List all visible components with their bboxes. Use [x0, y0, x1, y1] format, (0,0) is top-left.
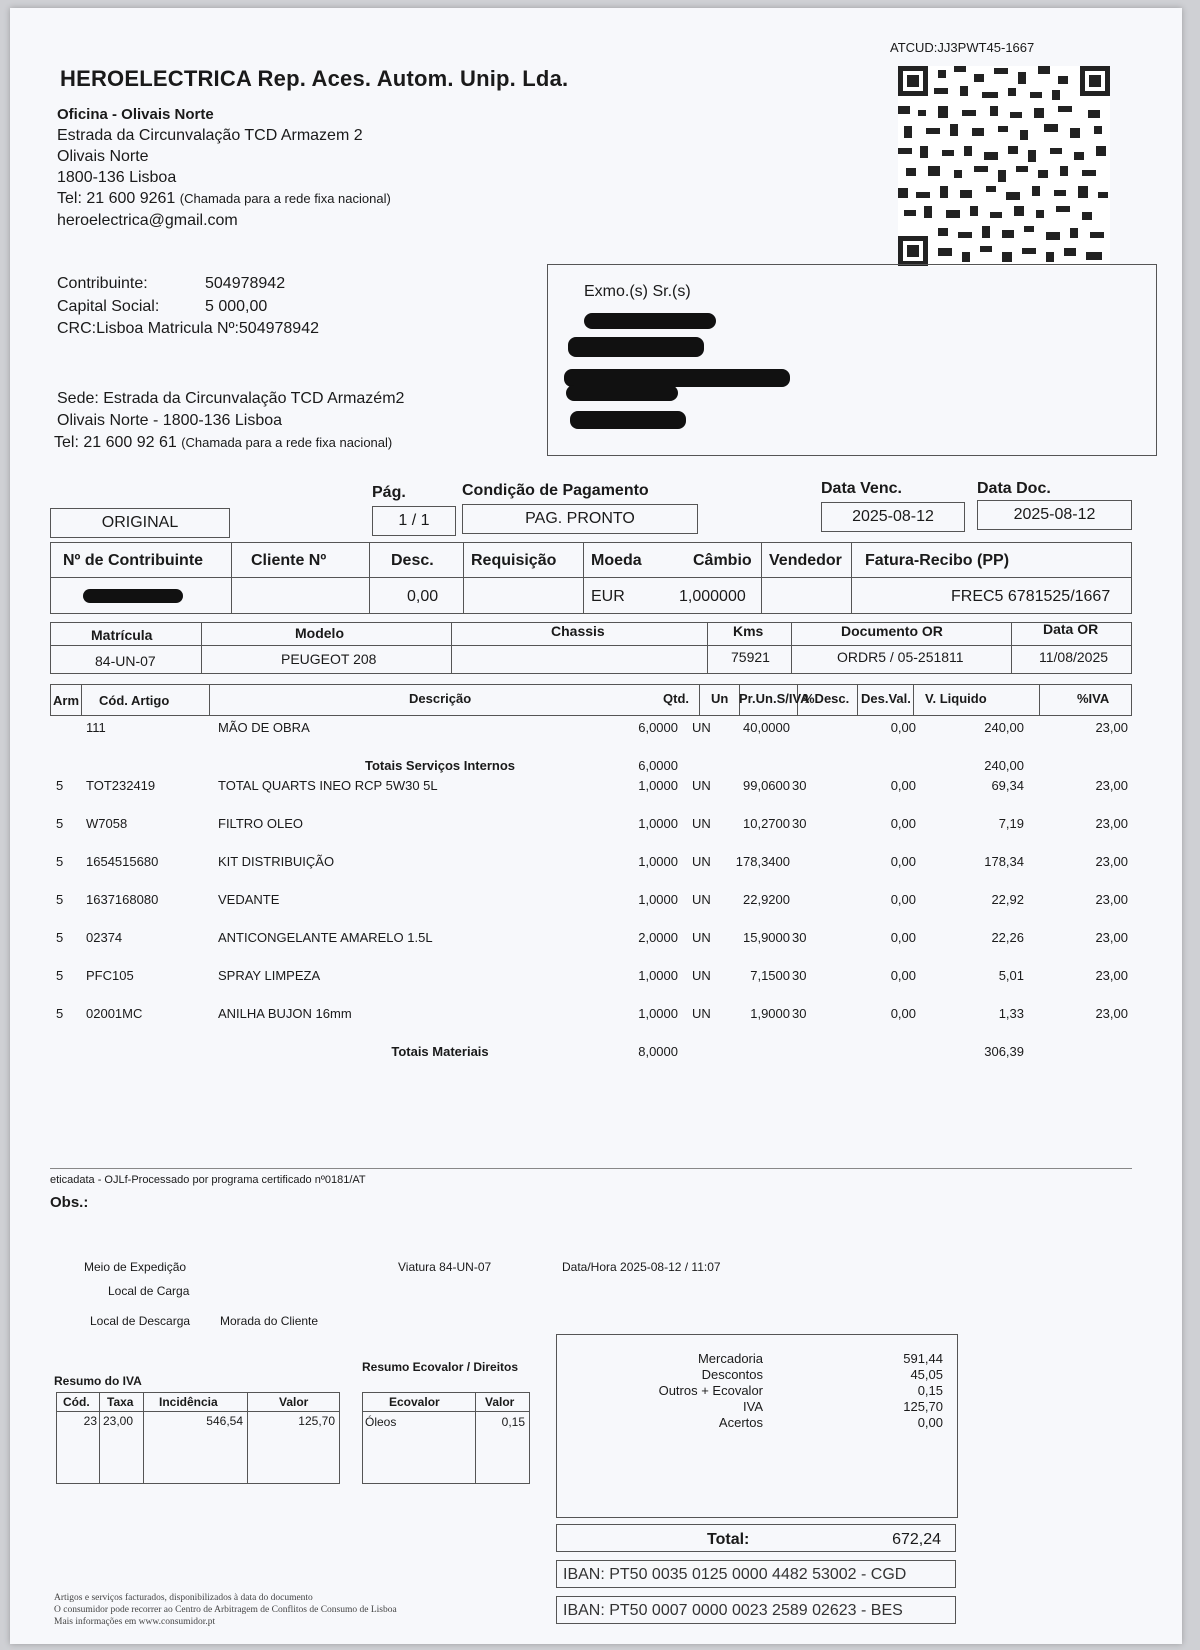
iva-incid: 546,54	[206, 1414, 243, 1428]
local-descarga-label: Local de Descarga	[90, 1314, 191, 1328]
h-modelo: Modelo	[295, 625, 344, 641]
mercadoria-value: 591,44	[903, 1351, 943, 1366]
pag-label: Pág.	[372, 484, 406, 501]
line-cod-cell: 02001MC	[86, 1006, 143, 1021]
line-vliq-cell: 1,33	[998, 1006, 1024, 1021]
local-descarga-value: Morada do Cliente	[220, 1314, 319, 1328]
sede-phone	[54, 432, 392, 453]
h-qtd: Qtd.	[663, 691, 689, 706]
line-un-cell: UN	[692, 854, 711, 869]
line-iva-cell: 23,00	[1095, 854, 1128, 869]
line-un-cell: UN	[692, 720, 711, 735]
h-chassis: Chassis	[551, 623, 605, 639]
line-desval-cell: 0,00	[890, 854, 916, 869]
datadoc-label: Data Doc.	[977, 480, 1051, 497]
line-iva-cell: 23,00	[1095, 968, 1128, 983]
h-dataor: Data OR	[1043, 621, 1099, 637]
line-pdesc-cell: 30	[792, 968, 807, 983]
line-un-cell: UN	[692, 930, 711, 945]
company-address-3: 1800-136 Lisboa	[57, 169, 177, 186]
iva-taxa: 23,00	[103, 1414, 134, 1428]
line-arm-cell: 5	[56, 816, 64, 831]
vehicle-kms: 75921	[731, 649, 770, 665]
line-vliq-cell: 5,01	[998, 968, 1024, 983]
h-kms: Kms	[733, 623, 764, 639]
line-desval-cell: 0,00	[890, 720, 916, 735]
company-address-2: Olivais Norte	[57, 148, 149, 165]
datahora-label: Data/Hora	[562, 1260, 617, 1274]
line-un-cell: UN	[692, 968, 711, 983]
original-box: ORIGINAL	[50, 508, 230, 538]
iva-h-cod: Cód.	[63, 1395, 90, 1409]
redacted-name	[584, 313, 716, 329]
line-vliq-cell: 22,26	[991, 930, 1024, 945]
line-vliq-cell: 7,19	[998, 816, 1024, 831]
ecovalor-table	[362, 1392, 530, 1484]
redacted-line-3	[566, 385, 678, 401]
line-cod-cell: 02374	[86, 930, 123, 945]
mercadoria-label: Mercadoria	[697, 1351, 763, 1366]
venc-label: Data Venc.	[821, 480, 902, 497]
line-pdesc-cell: 30	[792, 778, 807, 793]
recipient-label: Exmo.(s) Sr.(s)	[584, 283, 691, 300]
h-matricula: Matrícula	[91, 627, 153, 643]
line-pr-cell: 40,0000	[743, 720, 790, 735]
qr-code	[898, 66, 1110, 266]
eco-name: Óleos	[365, 1415, 397, 1429]
eco-h-eco: Ecovalor	[389, 1395, 440, 1409]
capital-value: 5 000,00	[205, 298, 268, 315]
line-pr-cell: 99,0600	[743, 778, 790, 793]
qr-code-icon	[898, 66, 1110, 266]
h-fatura: Fatura-Recibo (PP)	[865, 552, 1010, 569]
viatura	[398, 1260, 491, 1274]
line-iva-cell: 23,00	[1095, 816, 1128, 831]
legal-notice	[54, 1592, 397, 1628]
line-pr-cell: 10,2700	[743, 816, 790, 831]
line-arm-cell: 5	[56, 968, 64, 983]
company-email: heroelectrica@gmail.com	[57, 212, 238, 229]
line-desval-cell: 0,00	[890, 816, 916, 831]
line-desc-cell: KIT DISTRIBUIÇÃO	[218, 854, 335, 869]
sede-phone-number: Tel: 21 600 92 61	[54, 434, 177, 451]
line-qtd-cell: 6,0000	[638, 720, 678, 735]
sede-phone-note: (Chamada para a rede fixa nacional)	[181, 435, 393, 450]
line-vliq-cell: 69,34	[991, 778, 1024, 793]
h-contrib: Nº de Contribuinte	[63, 552, 204, 569]
datahora-value: 2025-08-12 / 11:07	[620, 1260, 721, 1274]
company-name: HEROELECTRICA Rep. Aces. Autom. Unip. Lda.	[60, 66, 569, 91]
recipient-box	[547, 264, 1157, 456]
line-qtd-cell: 2,0000	[638, 930, 678, 945]
descontos-label: Descontos	[701, 1367, 763, 1382]
vehicle-modelo: PEUGEOT 208	[281, 651, 377, 667]
line-un-cell: UN	[692, 1006, 711, 1021]
line-pr-cell: 1,9000	[750, 1006, 790, 1021]
line-pdesc-cell: 30	[792, 930, 807, 945]
iva-summary-table	[56, 1392, 340, 1484]
line-qtd-cell: 1,0000	[638, 854, 678, 869]
total-value: 672,24	[892, 1531, 941, 1548]
iva-cod: 23	[83, 1414, 97, 1428]
viatura-value: 84-UN-07	[439, 1260, 492, 1274]
line-cod-cell: 1654515680	[86, 854, 159, 869]
line-vliq-cell: 240,00	[984, 758, 1024, 773]
h-pr: Pr.Un.S/IVA	[739, 691, 810, 706]
line-arm-cell: 5	[56, 930, 64, 945]
client-desc: 0,00	[407, 588, 439, 605]
line-pdesc-cell: 30	[792, 1006, 807, 1021]
line-arm-cell: 5	[56, 778, 64, 793]
company-phone-note: (Chamada para a rede fixa nacional)	[179, 191, 391, 206]
line-qtd-cell: 1,0000	[638, 968, 678, 983]
cert-text: eticadata - OJLf-Processado por programa certificado nº0181/AT	[50, 1174, 366, 1186]
total-label: Total:	[707, 1531, 750, 1548]
legal-line-3: Mais informações em www.consumidor.pt	[54, 1617, 216, 1627]
line-desc-cell: VEDANTE	[218, 892, 280, 907]
sede-address-2: Olivais Norte - 1800-136 Lisboa	[57, 412, 283, 429]
line-vliq-cell: 240,00	[984, 720, 1024, 735]
h-cliente: Cliente Nº	[251, 552, 327, 569]
line-desval-cell: 0,00	[890, 778, 916, 793]
line-iva-cell: 23,00	[1095, 778, 1128, 793]
line-arm-cell: 5	[56, 1006, 64, 1021]
redacted-line-1	[568, 337, 704, 357]
h-vliq: V. Liquido	[925, 691, 987, 706]
line-iva-cell: 23,00	[1095, 930, 1128, 945]
contrib-label: Contribuinte:	[57, 275, 148, 292]
line-un-cell: UN	[692, 892, 711, 907]
line-iva-cell: 23,00	[1095, 892, 1128, 907]
line-desval-cell: 0,00	[890, 1006, 916, 1021]
line-arm-cell: 5	[56, 854, 64, 869]
line-desval-cell: 0,00	[890, 968, 916, 983]
venc-value: 2025-08-12	[821, 502, 965, 532]
company-phone-number: Tel: 21 600 9261	[57, 190, 176, 207]
line-desc-cell: FILTRO OLEO	[218, 816, 303, 831]
contrib-value: 504978942	[205, 275, 286, 292]
h-vendedor: Vendedor	[769, 552, 842, 569]
line-cod-cell: TOT232419	[86, 778, 156, 793]
h-cod: Cód. Artigo	[99, 693, 170, 708]
client-table	[50, 542, 1132, 614]
legal-line-2: O consumidor pode recorrer ao Centro de Arbitragem de Conflitos de Consumo de Lisboa	[54, 1605, 397, 1615]
line-vliq-cell: 306,39	[984, 1044, 1024, 1059]
line-qtd-cell: 1,0000	[638, 1006, 678, 1021]
vehicle-table	[50, 622, 1132, 674]
vehicle-docor: ORDR5 / 05-251811	[837, 649, 964, 665]
iva-label: IVA	[743, 1399, 763, 1414]
line-qtd-cell: 6,0000	[638, 758, 678, 773]
line-desc-cell: MÃO DE OBRA	[218, 720, 310, 735]
h-moeda: Moeda	[591, 552, 642, 569]
iva-h-incid: Incidência	[159, 1395, 218, 1409]
pag-value: 1 / 1	[372, 506, 456, 536]
eco-valor: 0,15	[501, 1415, 525, 1429]
line-pr-cell: 7,1500	[750, 968, 790, 983]
line-desc-cell: ANTICONGELANTE AMARELO 1.5L	[218, 930, 433, 945]
sede-address-1: Sede: Estrada da Circunvalação TCD Armazém2	[57, 390, 405, 407]
cond-label: Condição de Pagamento	[462, 482, 649, 499]
line-vliq-cell: 22,92	[991, 892, 1024, 907]
line-pdesc-cell: 30	[792, 816, 807, 831]
company-address-1: Estrada da Circunvalação TCD Armazem 2	[57, 127, 363, 144]
vehicle-dataor: 11/08/2025	[1039, 649, 1109, 665]
h-un: Un	[711, 691, 729, 706]
capital-label: Capital Social:	[57, 298, 160, 315]
iva-h-taxa: Taxa	[107, 1395, 134, 1409]
totals-box	[556, 1334, 958, 1518]
line-desc-cell: ANILHA BUJON 16mm	[218, 1006, 352, 1021]
datahora	[562, 1260, 721, 1274]
company-phone	[57, 188, 391, 209]
line-desval-cell: 0,00	[890, 930, 916, 945]
line-desc-cell: Totais Serviços Internos	[364, 758, 516, 773]
line-desval-cell: 0,00	[890, 892, 916, 907]
ecovalor-title: Resumo Ecovalor / Direitos	[362, 1360, 519, 1374]
meio-label: Meio de Expedição	[84, 1260, 187, 1274]
h-req: Requisição	[471, 552, 557, 569]
viatura-label: Viatura	[398, 1260, 436, 1274]
vehicle-matricula: 84-UN-07	[95, 653, 156, 669]
line-iva-cell: 23,00	[1095, 1006, 1128, 1021]
h-docor: Documento OR	[841, 623, 943, 639]
descontos-value: 45,05	[910, 1367, 943, 1382]
line-arm-cell: 5	[56, 892, 64, 907]
outros-label: Outros + Ecovalor	[658, 1383, 763, 1398]
iva-value: 125,70	[903, 1399, 943, 1414]
line-pr-cell: 22,9200	[743, 892, 790, 907]
legal-line-1: Artigos e serviços facturados, disponibilizados à data do documento	[54, 1593, 313, 1603]
cond-value: PAG. PRONTO	[462, 504, 698, 534]
line-qtd-cell: 1,0000	[638, 778, 678, 793]
h-pdesc: %Desc.	[803, 691, 850, 706]
line-cod-cell: 1637168080	[86, 892, 159, 907]
obs-label: Obs.:	[50, 1194, 89, 1211]
total-box	[556, 1524, 956, 1552]
line-pr-cell: 15,9000	[743, 930, 790, 945]
h-descricao: Descrição	[409, 691, 472, 706]
iban-bes: IBAN: PT50 0007 0000 0023 2589 02623 - BES	[556, 1596, 956, 1624]
client-moeda: EUR	[591, 588, 625, 605]
line-qtd-cell: 8,0000	[638, 1044, 678, 1059]
h-desc: Desc.	[391, 552, 434, 569]
redacted-contrib	[83, 589, 183, 603]
atcud-code: ATCUD:JJ3PWT45-1667	[890, 40, 1035, 55]
branch-name: Oficina - Olivais Norte	[57, 106, 214, 123]
line-qtd-cell: 1,0000	[638, 816, 678, 831]
iban-cgd: IBAN: PT50 0035 0125 0000 4482 53002 - CGD	[556, 1560, 956, 1588]
crc-text: CRC:Lisboa Matricula Nº:504978942	[57, 320, 319, 337]
footer-divider	[50, 1168, 1132, 1169]
h-desval: Des.Val.	[861, 691, 911, 706]
line-desc-cell: TOTAL QUARTS INEO RCP 5W30 5L	[218, 778, 438, 793]
line-cod-cell: W7058	[86, 816, 128, 831]
line-pr-cell: 178,3400	[735, 854, 790, 869]
line-desc-cell: Totais Materiais	[391, 1044, 489, 1059]
local-carga-label: Local de Carga	[108, 1284, 190, 1298]
iva-summary-title: Resumo do IVA	[54, 1374, 142, 1388]
line-iva-cell: 23,00	[1095, 720, 1128, 735]
eco-h-valor: Valor	[485, 1395, 515, 1409]
lines-header	[50, 684, 1132, 716]
line-un-cell: UN	[692, 778, 711, 793]
line-cod-cell: 111	[86, 720, 106, 735]
acertos-label: Acertos	[718, 1415, 763, 1430]
line-desc-cell: SPRAY LIMPEZA	[218, 968, 321, 983]
iva-valor: 125,70	[298, 1414, 335, 1428]
outros-value: 0,15	[917, 1383, 943, 1398]
line-un-cell: UN	[692, 816, 711, 831]
acertos-value: 0,00	[917, 1415, 943, 1430]
client-cambio: 1,000000	[679, 588, 746, 605]
h-cambio: Câmbio	[693, 552, 752, 569]
h-iva: %IVA	[1077, 691, 1110, 706]
h-arm: Arm	[53, 693, 80, 708]
line-cod-cell: PFC105	[86, 968, 134, 983]
line-vliq-cell: 178,34	[984, 854, 1024, 869]
datadoc-value: 2025-08-12	[977, 500, 1132, 530]
invoice-page	[10, 8, 1182, 1644]
iva-h-valor: Valor	[279, 1395, 309, 1409]
client-fatura: FREC5 6781525/1667	[951, 588, 1111, 605]
redacted-line-4	[570, 411, 686, 429]
line-qtd-cell: 1,0000	[638, 892, 678, 907]
